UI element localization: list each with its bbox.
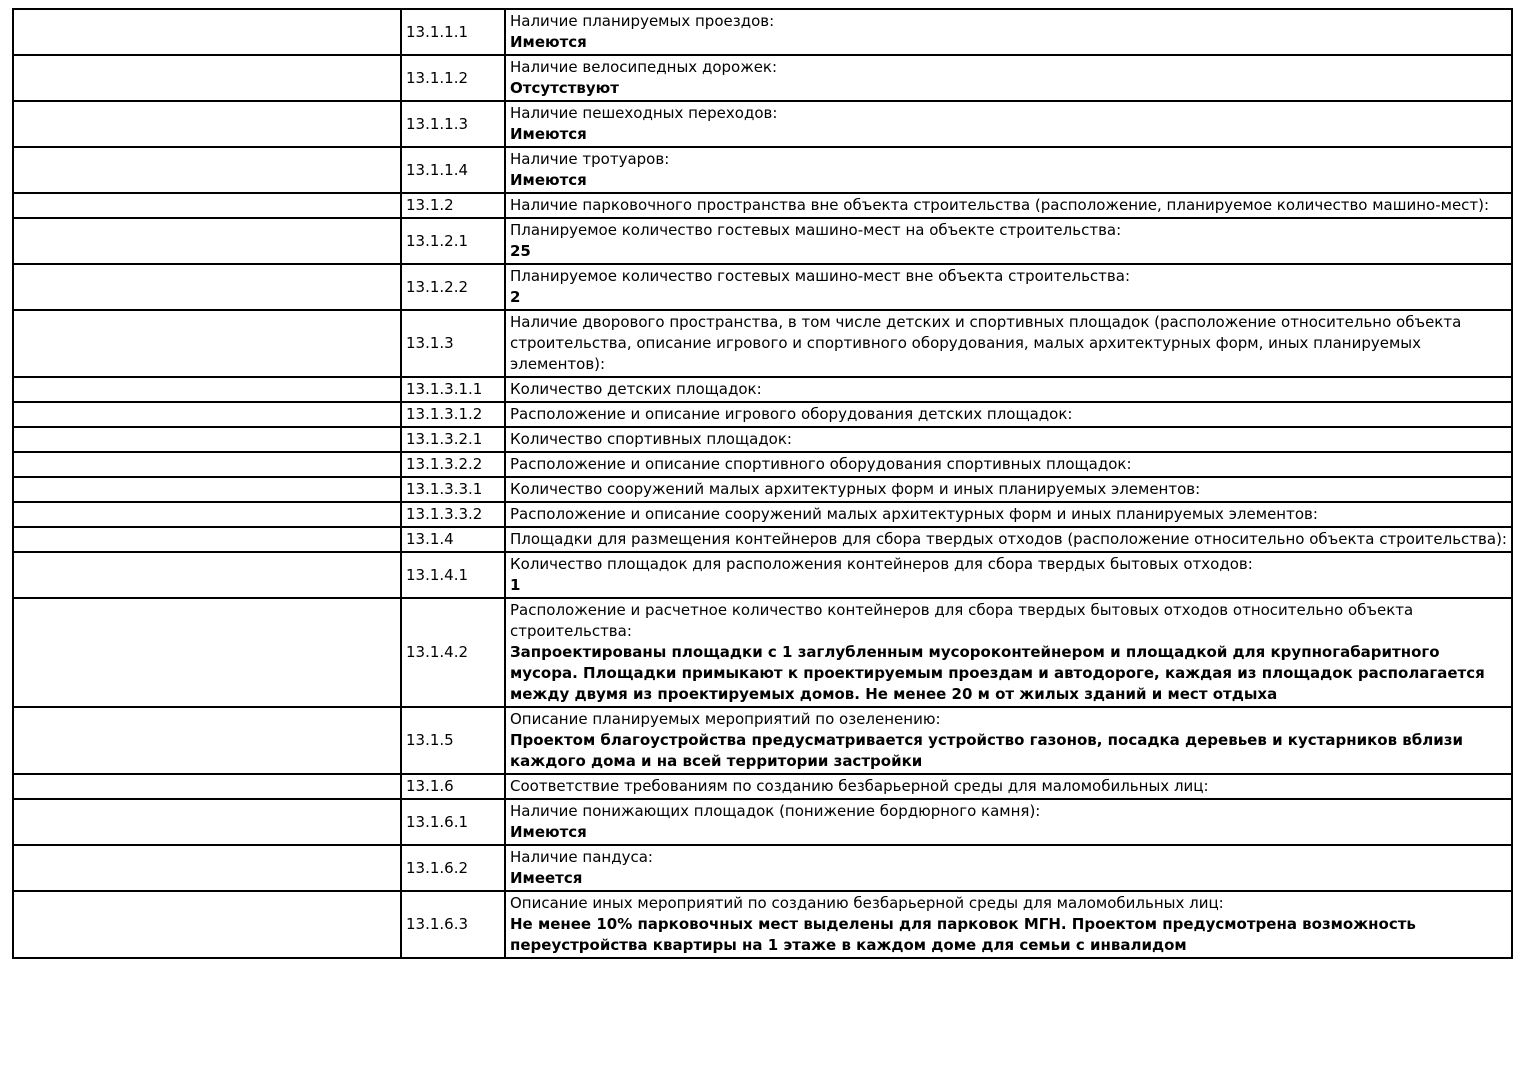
row-code: 13.1.5 [401, 707, 505, 774]
empty-cell [13, 452, 401, 477]
row-code: 13.1.2.1 [401, 218, 505, 264]
row-code: 13.1.4 [401, 527, 505, 552]
row-value: Отсутствуют [510, 79, 619, 97]
table-row [13, 598, 1512, 707]
empty-cell [13, 377, 401, 402]
row-code: 13.1.6.2 [401, 845, 505, 891]
row-code: 13.1.6 [401, 774, 505, 799]
row-label: Количество площадок для расположения контейнеров для сбора твердых бытовых отходов: [510, 555, 1253, 573]
row-label: Количество сооружений малых архитектурных форм и иных планируемых элементов: [510, 480, 1201, 498]
row-label: Планируемое количество гостевых машино-мест на объекте строительства: [510, 221, 1122, 239]
empty-cell [13, 845, 401, 891]
table-body [13, 9, 1512, 958]
table-row [13, 891, 1512, 958]
empty-cell [13, 9, 401, 55]
table-row [13, 218, 1512, 264]
row-code: 13.1.4.1 [401, 552, 505, 598]
row-content-cell [505, 527, 1512, 552]
row-content-cell [505, 147, 1512, 193]
table-row [13, 552, 1512, 598]
row-label: Описание иных мероприятий по созданию безбарьерной среды для маломобильных лиц: [510, 894, 1224, 912]
empty-cell [13, 502, 401, 527]
row-value: Запроектированы площадки с 1 заглубленным мусороконтейнером и площадкой для крупногабаритного мусора. Площадки примыкают к проектируемым проездам и автодороге, каждая из площадок располагается между двумя из проектируемых домов. Не менее 20 м от жилых зданий и мест отдыха [510, 643, 1485, 703]
row-label: Наличие тротуаров: [510, 150, 670, 168]
row-label: Планируемое количество гостевых машино-мест вне объекта строительства: [510, 267, 1130, 285]
empty-cell [13, 427, 401, 452]
table-row [13, 707, 1512, 774]
empty-cell [13, 147, 401, 193]
row-code: 13.1.1.3 [401, 101, 505, 147]
table-row [13, 264, 1512, 310]
row-code: 13.1.1.4 [401, 147, 505, 193]
empty-cell [13, 891, 401, 958]
row-content-cell [505, 101, 1512, 147]
row-code: 13.1.1.1 [401, 9, 505, 55]
row-content-cell [505, 264, 1512, 310]
row-code: 13.1.6.1 [401, 799, 505, 845]
row-label: Наличие пешеходных переходов: [510, 104, 778, 122]
row-value: Имеются [510, 171, 587, 189]
table-row [13, 310, 1512, 377]
row-content-cell [505, 891, 1512, 958]
row-label: Расположение и описание игрового оборудования детских площадок: [510, 405, 1073, 423]
row-code: 13.1.6.3 [401, 891, 505, 958]
row-label: Расположение и описание сооружений малых архитектурных форм и иных планируемых элементов: [510, 505, 1318, 523]
row-content-cell [505, 427, 1512, 452]
row-content-cell [505, 845, 1512, 891]
row-content-cell [505, 402, 1512, 427]
row-content-cell [505, 774, 1512, 799]
row-content-cell [505, 193, 1512, 218]
row-label: Наличие велосипедных дорожек: [510, 58, 778, 76]
table-row [13, 193, 1512, 218]
table-row [13, 502, 1512, 527]
row-value: Проектом благоустройства предусматривается устройство газонов, посадка деревьев и кустарников вблизи каждого дома и на всей территории застройки [510, 731, 1463, 770]
row-code: 13.1.3 [401, 310, 505, 377]
row-code: 13.1.3.2.1 [401, 427, 505, 452]
table-row [13, 774, 1512, 799]
empty-cell [13, 774, 401, 799]
row-label: Расположение и описание спортивного оборудования спортивных площадок: [510, 455, 1132, 473]
table-row [13, 377, 1512, 402]
empty-cell [13, 402, 401, 427]
row-content-cell [505, 799, 1512, 845]
row-code: 13.1.3.3.2 [401, 502, 505, 527]
empty-cell [13, 799, 401, 845]
table-row [13, 799, 1512, 845]
row-label: Описание планируемых мероприятий по озеленению: [510, 710, 941, 728]
row-value: 2 [510, 288, 521, 306]
row-value: Имеются [510, 125, 587, 143]
row-value: 25 [510, 242, 531, 260]
table-row [13, 101, 1512, 147]
empty-cell [13, 264, 401, 310]
row-label: Наличие парковочного пространства вне объекта строительства (расположение, планируемое количество машино-мест): [510, 196, 1490, 214]
row-code: 13.1.2.2 [401, 264, 505, 310]
table-row [13, 452, 1512, 477]
row-value: Имеются [510, 823, 587, 841]
row-label: Наличие понижающих площадок (понижение бордюрного камня): [510, 802, 1041, 820]
row-content-cell [505, 707, 1512, 774]
row-content-cell [505, 9, 1512, 55]
row-label: Наличие пандуса: [510, 848, 653, 866]
empty-cell [13, 552, 401, 598]
empty-cell [13, 310, 401, 377]
row-content-cell [505, 598, 1512, 707]
row-code: 13.1.1.2 [401, 55, 505, 101]
row-label: Расположение и расчетное количество контейнеров для сбора твердых бытовых отходов относительно объекта строительства: [510, 601, 1414, 640]
empty-cell [13, 218, 401, 264]
empty-cell [13, 598, 401, 707]
table-row [13, 402, 1512, 427]
empty-cell [13, 527, 401, 552]
row-label: Соответствие требованиям по созданию безбарьерной среды для маломобильных лиц: [510, 777, 1209, 795]
row-value: Не менее 10% парковочных мест выделены для парковок МГН. Проектом предусмотрена возможность переустройства квартиры на 1 этаже в каждом доме для семьи с инвалидом [510, 915, 1416, 954]
row-content-cell [505, 218, 1512, 264]
empty-cell [13, 477, 401, 502]
row-code: 13.1.3.1.2 [401, 402, 505, 427]
row-label: Площадки для размещения контейнеров для сбора твердых отходов (расположение относительно объекта строительства): [510, 530, 1507, 548]
row-code: 13.1.3.2.2 [401, 452, 505, 477]
row-code: 13.1.3.3.1 [401, 477, 505, 502]
row-label: Количество спортивных площадок: [510, 430, 792, 448]
row-value: Имеются [510, 33, 587, 51]
row-label: Наличие дворового пространства, в том числе детских и спортивных площадок (расположение относительно объекта строительства, описание игрового и спортивного оборудования, малых архитектурных форм, иных планируемых элементов): [510, 313, 1462, 373]
row-value: 1 [510, 576, 521, 594]
row-content-cell [505, 377, 1512, 402]
row-content-cell [505, 310, 1512, 377]
table-row [13, 9, 1512, 55]
row-content-cell [505, 477, 1512, 502]
row-label: Наличие планируемых проездов: [510, 12, 775, 30]
empty-cell [13, 55, 401, 101]
empty-cell [13, 193, 401, 218]
declaration-table [12, 8, 1513, 959]
row-content-cell [505, 55, 1512, 101]
row-code: 13.1.4.2 [401, 598, 505, 707]
row-label: Количество детских площадок: [510, 380, 762, 398]
row-content-cell [505, 452, 1512, 477]
row-code: 13.1.2 [401, 193, 505, 218]
row-value: Имеется [510, 869, 583, 887]
table-row [13, 427, 1512, 452]
table-row [13, 477, 1512, 502]
row-code: 13.1.3.1.1 [401, 377, 505, 402]
empty-cell [13, 101, 401, 147]
row-content-cell [505, 502, 1512, 527]
table-row [13, 55, 1512, 101]
table-row [13, 845, 1512, 891]
table-row [13, 527, 1512, 552]
empty-cell [13, 707, 401, 774]
row-content-cell [505, 552, 1512, 598]
table-row [13, 147, 1512, 193]
